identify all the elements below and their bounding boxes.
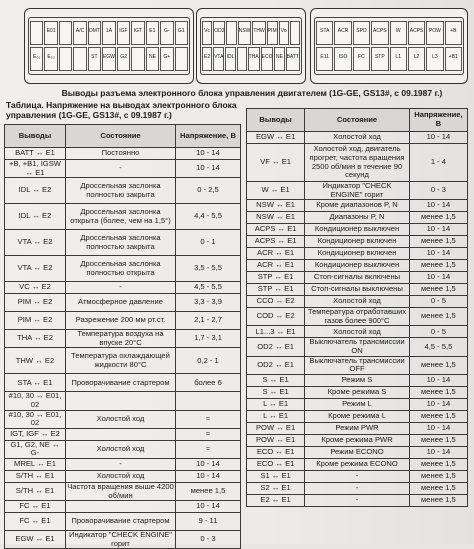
table-row [247,386,468,398]
cell-state: Температура отработавших газов более 900°C [305,308,410,326]
pin [59,21,72,45]
table-row [247,410,468,422]
cell-pin: L ↔ E1 [247,410,305,422]
cell-voltage: 2,1 - 2,7 [176,312,241,330]
cell-pin: +B, +B1, IGSW ↔ E1 [5,160,66,178]
cell-state: Холостой ход [66,440,176,458]
table-row [247,296,468,308]
table-row [5,513,241,531]
table-row [247,182,468,200]
table-row [247,470,468,482]
table-row [247,224,468,236]
cell-state: - [66,282,176,294]
cell-voltage: менее 1,5 [409,308,467,326]
cell-pin: NSW ↔ E1 [247,200,305,212]
cell-voltage: 10 - 14 [409,422,467,434]
cell-pin: COD ↔ E2 [247,308,305,326]
pin: Vc [202,21,212,45]
table-row [247,482,468,494]
pin [59,47,72,71]
cell-pin: ACPS ↔ E1 [247,236,305,248]
table-row [5,348,241,374]
cell-pin: OD2 ↔ E1 [247,356,305,374]
cell-voltage: 10 - 14 [409,224,467,236]
table-row [5,204,241,230]
cell-state: Холостой ход [66,470,176,482]
cell-pin: IGT, IGF ↔ E2 [5,428,66,440]
pin: ACR [334,21,351,45]
cell-voltage: 9 - 11 [176,513,241,531]
cell-voltage: ≈ [176,410,241,428]
cell-state: Кроме режима ECONO [305,458,410,470]
pin: POW [426,21,443,45]
header-pins: Выводы [5,125,66,148]
connector-b [196,8,306,84]
cell-state: Индикатор "CHECK ENGINE" горит [305,182,410,200]
cell-pin: ACR ↔ E1 [247,260,305,272]
pin [175,47,188,71]
cell-pin: L1...3 ↔ E1 [247,326,305,338]
cell-pin: #10, 30 ↔ E01, 02 [5,392,66,410]
table-row [5,392,241,410]
cell-pin: THA ↔ E2 [5,330,66,348]
cell-state: Температура воздуха на впуске 20°C [66,330,176,348]
pin: L1 [390,47,407,71]
cell-voltage: менее 1,5 [409,260,467,272]
cell-pin: STA ↔ E1 [5,374,66,392]
cell-voltage: более 6 [176,374,241,392]
cell-state: Выключатель трансмиссии OFF [305,356,410,374]
cell-state: Холостой ход [305,132,410,144]
pin: EGW [102,47,116,71]
cell-voltage: менее 1,5 [409,284,467,296]
cell-state: Стоп-сигналы выключены [305,284,410,296]
pin-row [316,47,462,71]
pin: ECO [261,47,274,71]
cell-state: Дроссельная заслонка полностью закрыта [66,230,176,256]
pin-row [30,21,188,45]
cell-state: Индикатор "CHECK ENGINE" горит [66,531,176,549]
cell-voltage: 0,2 - 1 [176,348,241,374]
cell-pin: L ↔ E1 [247,398,305,410]
table-row [247,422,468,434]
cell-voltage: 10 - 14 [409,272,467,284]
cell-pin: E2 ↔ E1 [247,494,305,506]
pin: +B1 [445,47,462,71]
table-row [247,284,468,296]
cell-state: - [66,160,176,178]
pin [226,21,236,45]
pin: E₀₁ [30,47,43,71]
pin: OD2 [213,21,225,45]
cell-pin: W ↔ E1 [247,182,305,200]
diagram-caption: Выводы разъема электронного блока управления двигателем (1G-GE, GS13#, с 09.1987 г.) [61,88,443,98]
cell-pin: S/TH ↔ E1 [5,482,66,500]
cell-pin: BATT ↔ E1 [5,148,66,160]
cell-voltage: 1 - 4 [409,144,467,182]
table-row [5,282,241,294]
table-row [5,374,241,392]
cell-state: Кондиционер выключен [305,224,410,236]
cell-voltage: 0 - 1 [176,230,241,256]
cell-state: Кроме режима PWR [305,434,410,446]
pin: G+ [160,47,173,71]
cell-voltage [176,392,241,410]
cell-voltage: менее 1,5 [409,458,467,470]
header-voltage: Напряжение, В [409,109,467,132]
pin: NSW [238,21,252,45]
cell-voltage: 4,5 - 5,5 [176,282,241,294]
cell-pin: THW ↔ E2 [5,348,66,374]
cell-voltage: 4,5 - 5,5 [409,338,467,356]
table-row [5,256,241,282]
pin [290,21,300,45]
cell-pin: ACPS ↔ E1 [247,224,305,236]
voltage-table-right [246,108,468,507]
cell-voltage: ≈ [176,440,241,458]
cell-state: Кондиционер выключен [305,260,410,272]
cell-pin: VTA ↔ E2 [5,256,66,282]
pin: FC [353,47,370,71]
pin-row [316,21,462,45]
pin: 1A [102,21,115,45]
cell-state: Холостой ход, двигатель прогрет, частота вращения 2500 об/мин в течение 90 секунд [305,144,410,182]
pin: NE [146,47,159,71]
table-row [5,458,241,470]
cell-state: - [66,458,176,470]
cell-pin: FC ↔ E1 [5,501,66,513]
cell-pin: OD2 ↔ E1 [247,338,305,356]
pin [73,47,86,71]
table-row [247,144,468,182]
table-row [5,470,241,482]
cell-voltage: 10 - 14 [409,446,467,458]
pin: STP [371,47,388,71]
table-row [5,440,241,458]
cell-pin: PIM ↔ E2 [5,294,66,312]
cell-voltage: 0 - 2,5 [176,178,241,204]
cell-pin: VC ↔ E2 [5,282,66,294]
table-row [247,326,468,338]
cell-voltage: 10 - 14 [409,398,467,410]
pin: A/C [73,21,86,45]
table-row [5,230,241,256]
cell-voltage: менее 1,5 [176,482,241,500]
cell-voltage: 0 - 3 [409,182,467,200]
cell-state: Дроссельная заслонка полностью открыта [66,256,176,282]
cell-pin: EGW ↔ E1 [247,132,305,144]
pin: W [390,21,407,45]
table-row [247,272,468,284]
cell-pin: ECO ↔ E1 [247,458,305,470]
cell-pin: STP ↔ E1 [247,272,305,284]
cell-voltage: 4,4 - 5,5 [176,204,241,230]
pin [30,21,43,45]
cell-state: Температура охлаждающей жидкости 80°C [66,348,176,374]
cell-voltage: менее 1,5 [409,356,467,374]
table-row [5,160,241,178]
cell-state: Диапазоны P, N [305,212,410,224]
pin: E1 [146,21,159,45]
table-row [5,482,241,500]
cell-pin: ECO ↔ E1 [247,446,305,458]
voltage-table-left [4,124,241,549]
cell-state: Стоп-сигналы включены [305,272,410,284]
table-row [5,531,241,549]
cell-state: Дроссельная заслонка полностью закрыта [66,178,176,204]
cell-state: Холостой ход [305,296,410,308]
pin: STA [316,21,333,45]
cell-pin: #10, 30 ↔ E01, 02 [5,410,66,428]
cell-state: Кроме режима S [305,386,410,398]
cell-voltage: менее 1,5 [409,494,467,506]
header-pins: Выводы [247,109,305,132]
pin: +B [445,21,462,45]
pin: L3 [426,47,443,71]
table-row [247,458,468,470]
table-row [5,294,241,312]
table-row [5,178,241,204]
cell-state [66,392,176,410]
header-voltage: Напряжение, В [176,125,241,148]
cell-voltage: 1,7 - 3,1 [176,330,241,348]
header-state: Состояние [305,109,410,132]
cell-pin: MREL ↔ E1 [5,458,66,470]
cell-pin: FC ↔ E1 [5,513,66,531]
cell-state: Атмосферное давление [66,294,176,312]
cell-voltage: менее 1,5 [409,482,467,494]
pin: BATT [286,47,300,71]
cell-pin: CCO ↔ E2 [247,296,305,308]
table-row [247,434,468,446]
connector-a [24,8,194,84]
cell-voltage: 10 - 14 [176,501,241,513]
table-row [5,428,241,440]
pin: IDL [225,47,235,71]
cell-voltage: 0 - 5 [409,326,467,338]
cell-voltage: 10 - 14 [176,458,241,470]
cell-pin: S2 ↔ E1 [247,482,305,494]
pin-row [202,47,300,71]
connector-c [310,8,468,84]
cell-pin: VTA ↔ E2 [5,230,66,256]
pin: DMT [88,21,101,45]
cell-pin: STP ↔ E1 [247,284,305,296]
cell-state: Кондиционер включен [305,236,410,248]
cell-pin: EGW ↔ E1 [5,531,66,549]
table-row [247,260,468,272]
cell-voltage: менее 1,5 [409,470,467,482]
pin: THA [248,47,260,71]
cell-voltage: 10 - 14 [409,132,467,144]
header-state: Состояние [66,125,176,148]
cell-voltage: менее 1,5 [409,236,467,248]
cell-voltage: 10 - 14 [409,248,467,260]
table-row [247,236,468,248]
cell-voltage: 10 - 14 [176,160,241,178]
cell-pin: S ↔ E1 [247,374,305,386]
pin: Vo [279,21,289,45]
cell-pin: S1 ↔ E1 [247,470,305,482]
pin: IGF [117,21,130,45]
cell-state: Частота вращения выше 4200 об/мин [67,481,174,500]
table-row [247,308,468,326]
cell-voltage: менее 1,5 [409,386,467,398]
cell-state: - [305,482,410,494]
cell-state: Режим ECONO [305,446,410,458]
pin: THW [252,21,265,45]
cell-state: Проворачивание стартером [66,374,176,392]
table-row [5,330,241,348]
cell-state: Кроме диапазонов P, N [305,200,410,212]
cell-pin: VF ↔ E1 [247,144,305,182]
cell-state: Выключатель трансмиссии ON [305,338,410,356]
pin: E01 [44,21,57,45]
table-row [247,356,468,374]
pin: SPD [353,21,370,45]
cell-state: - [305,494,410,506]
table-row [247,248,468,260]
pin [237,47,247,71]
pin: E₀₂ [44,47,57,71]
table-row [247,398,468,410]
cell-pin: POW ↔ E1 [247,434,305,446]
cell-pin: IDL ↔ E2 [5,178,66,204]
pin: ST [88,47,101,71]
pin: PIM [267,21,278,45]
pin-row [202,21,300,45]
cell-voltage: 3,5 - 5,5 [176,256,241,282]
cell-voltage: 10 - 14 [409,374,467,386]
table-row [247,374,468,386]
pin: G2 [117,47,130,71]
table-row [247,200,468,212]
cell-state: Разрежение 200 мм рт.ст. [66,312,176,330]
pin: G1 [175,21,188,45]
pin: E11 [316,47,333,71]
table-row [5,410,241,428]
cell-voltage: менее 1,5 [409,410,467,422]
pin: ACPS [371,21,388,45]
cell-state: Режим S [305,374,410,386]
cell-pin: NSW ↔ E1 [247,212,305,224]
cell-state: Кроме режима L [305,410,410,422]
table-row [5,312,241,330]
cell-voltage: 10 - 14 [176,470,241,482]
cell-pin: S ↔ E1 [247,386,305,398]
cell-voltage: 3,3 - 3,9 [176,294,241,312]
cell-state: Кондиционер включен [305,248,410,260]
cell-state: Холостой ход [66,410,176,428]
table-row [247,212,468,224]
cell-pin: PIM ↔ E2 [5,312,66,330]
pin: L2 [408,47,425,71]
pin: VTA [213,47,224,71]
table-title: Таблица. Напряжение на выводах электронного блока управления (1G-GE, GS13#, с 09.1987 г.) [6,100,237,120]
pin: IGT [131,21,144,45]
connector-diagram [0,0,474,88]
cell-voltage: ≈ [176,428,241,440]
pin [131,47,144,71]
cell-voltage: 10 - 14 [176,148,241,160]
cell-state [66,501,176,513]
cell-state: Дроссельная заслонка открыта (более, чем на 1,5°) [66,204,176,230]
cell-voltage: 0 - 5 [409,296,467,308]
pin: NE [274,47,284,71]
cell-state: Режим PWR [305,422,410,434]
cell-voltage: 10 - 14 [409,200,467,212]
cell-voltage: менее 1,5 [409,212,467,224]
table-row [5,501,241,513]
table-row [247,338,468,356]
table-row [5,148,241,160]
cell-pin: IDL ↔ E2 [5,204,66,230]
pin: E2 [202,47,212,71]
cell-state: Проворачивание стартером [66,513,176,531]
cell-pin: ACR ↔ E1 [247,248,305,260]
pin: ACPS [408,21,425,45]
cell-state [66,428,176,440]
pin: ISO [334,47,351,71]
cell-pin: G1, G2, NE ↔ G- [5,440,66,458]
cell-state: - [305,470,410,482]
cell-pin: POW ↔ E1 [247,422,305,434]
cell-state: Режим L [305,398,410,410]
table-row [247,494,468,506]
cell-pin: S/TH ↔ E1 [5,470,66,482]
cell-voltage: менее 1,5 [409,434,467,446]
cell-state: Холостой ход [305,326,410,338]
cell-voltage: 0 - 3 [176,531,241,549]
cell-state: Постоянно [66,148,176,160]
table-row [247,446,468,458]
pin-row [30,47,188,71]
table-row [247,132,468,144]
pin: G- [160,21,173,45]
